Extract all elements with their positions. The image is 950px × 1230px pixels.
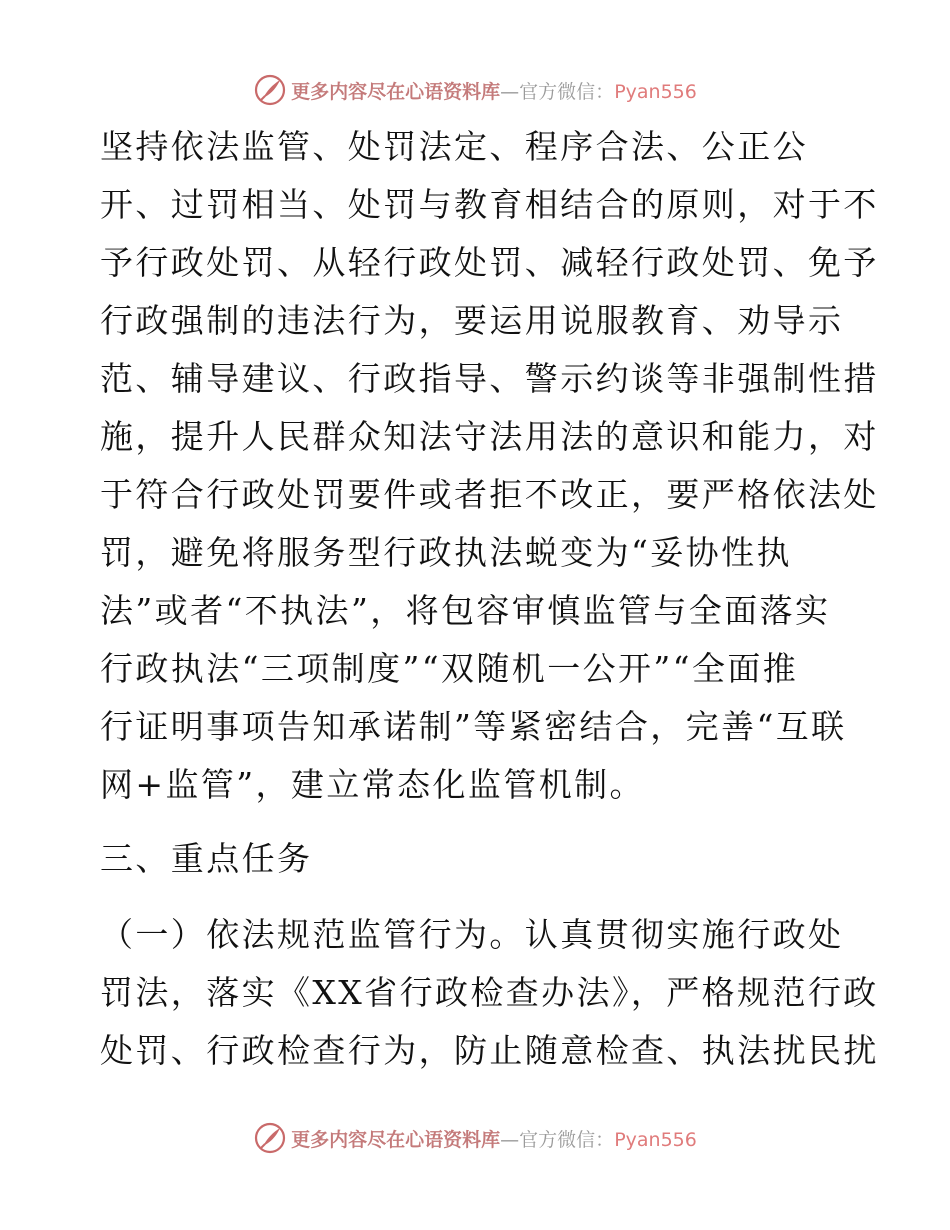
body-line: 坚持依法监管、处罚法定、程序合法、公正公 [100, 127, 808, 166]
feather-pen-logo-icon [253, 1121, 287, 1155]
watermark-wechat-label: 官方微信： [519, 80, 615, 103]
watermark-wechat-id: Pyan556 [614, 80, 697, 103]
body-line: 开、过罚相当、处罚与教育相结合的原则，对于不 [100, 185, 879, 224]
body-line: 行政执法“三项制度”“双随机一公开”“全面推 [100, 649, 799, 688]
body-line: 罚，避免将服务型行政执法蜕变为“妥协性执 [100, 533, 792, 572]
feather-pen-logo-icon [253, 73, 287, 107]
section-heading: 三、重点任务 [100, 839, 313, 878]
body-line: 于符合行政处罚要件或者拒不改正，要严格依法处 [100, 475, 879, 514]
body-line: 行证明事项告知承诺制”等紧密结合，完善“互联 [100, 707, 847, 746]
subsection-line: （一）依法规范监管行为。认真贯彻实施行政处 [100, 915, 844, 954]
body-line: 网+监管”，建立常态化监管机制。 [100, 765, 645, 804]
footer-watermark [0, 1120, 950, 1156]
body-line: 予行政处罚、从轻行政处罚、减轻行政处罚、免予 [100, 243, 879, 282]
body-line: 施，提升人民群众知法守法用法的意识和能力，对 [100, 417, 879, 456]
watermark-dash: — [500, 1128, 520, 1151]
watermark-brand: 更多内容尽在心语资料库 [291, 1128, 501, 1151]
body-line: 范、辅导建议、行政指导、警示约谈等非强制性措 [100, 359, 879, 398]
header-watermark [0, 72, 950, 108]
body-line: 罚法，落实《XX省行政检查办法》，严格规范行政 [100, 973, 879, 1012]
watermark-wechat-id: Pyan556 [614, 1128, 697, 1151]
watermark-dash: — [500, 80, 520, 103]
watermark-wechat-label: 官方微信： [519, 1128, 615, 1151]
watermark-brand: 更多内容尽在心语资料库 [291, 80, 501, 103]
body-line: 处罚、行政检查行为，防止随意检查、执法扰民扰 [100, 1031, 879, 1070]
body-line: 行政强制的违法行为，要运用说服教育、劝导示 [100, 301, 844, 340]
body-line: 法”或者“不执法”，将包容审慎监管与全面落实 [100, 591, 831, 630]
